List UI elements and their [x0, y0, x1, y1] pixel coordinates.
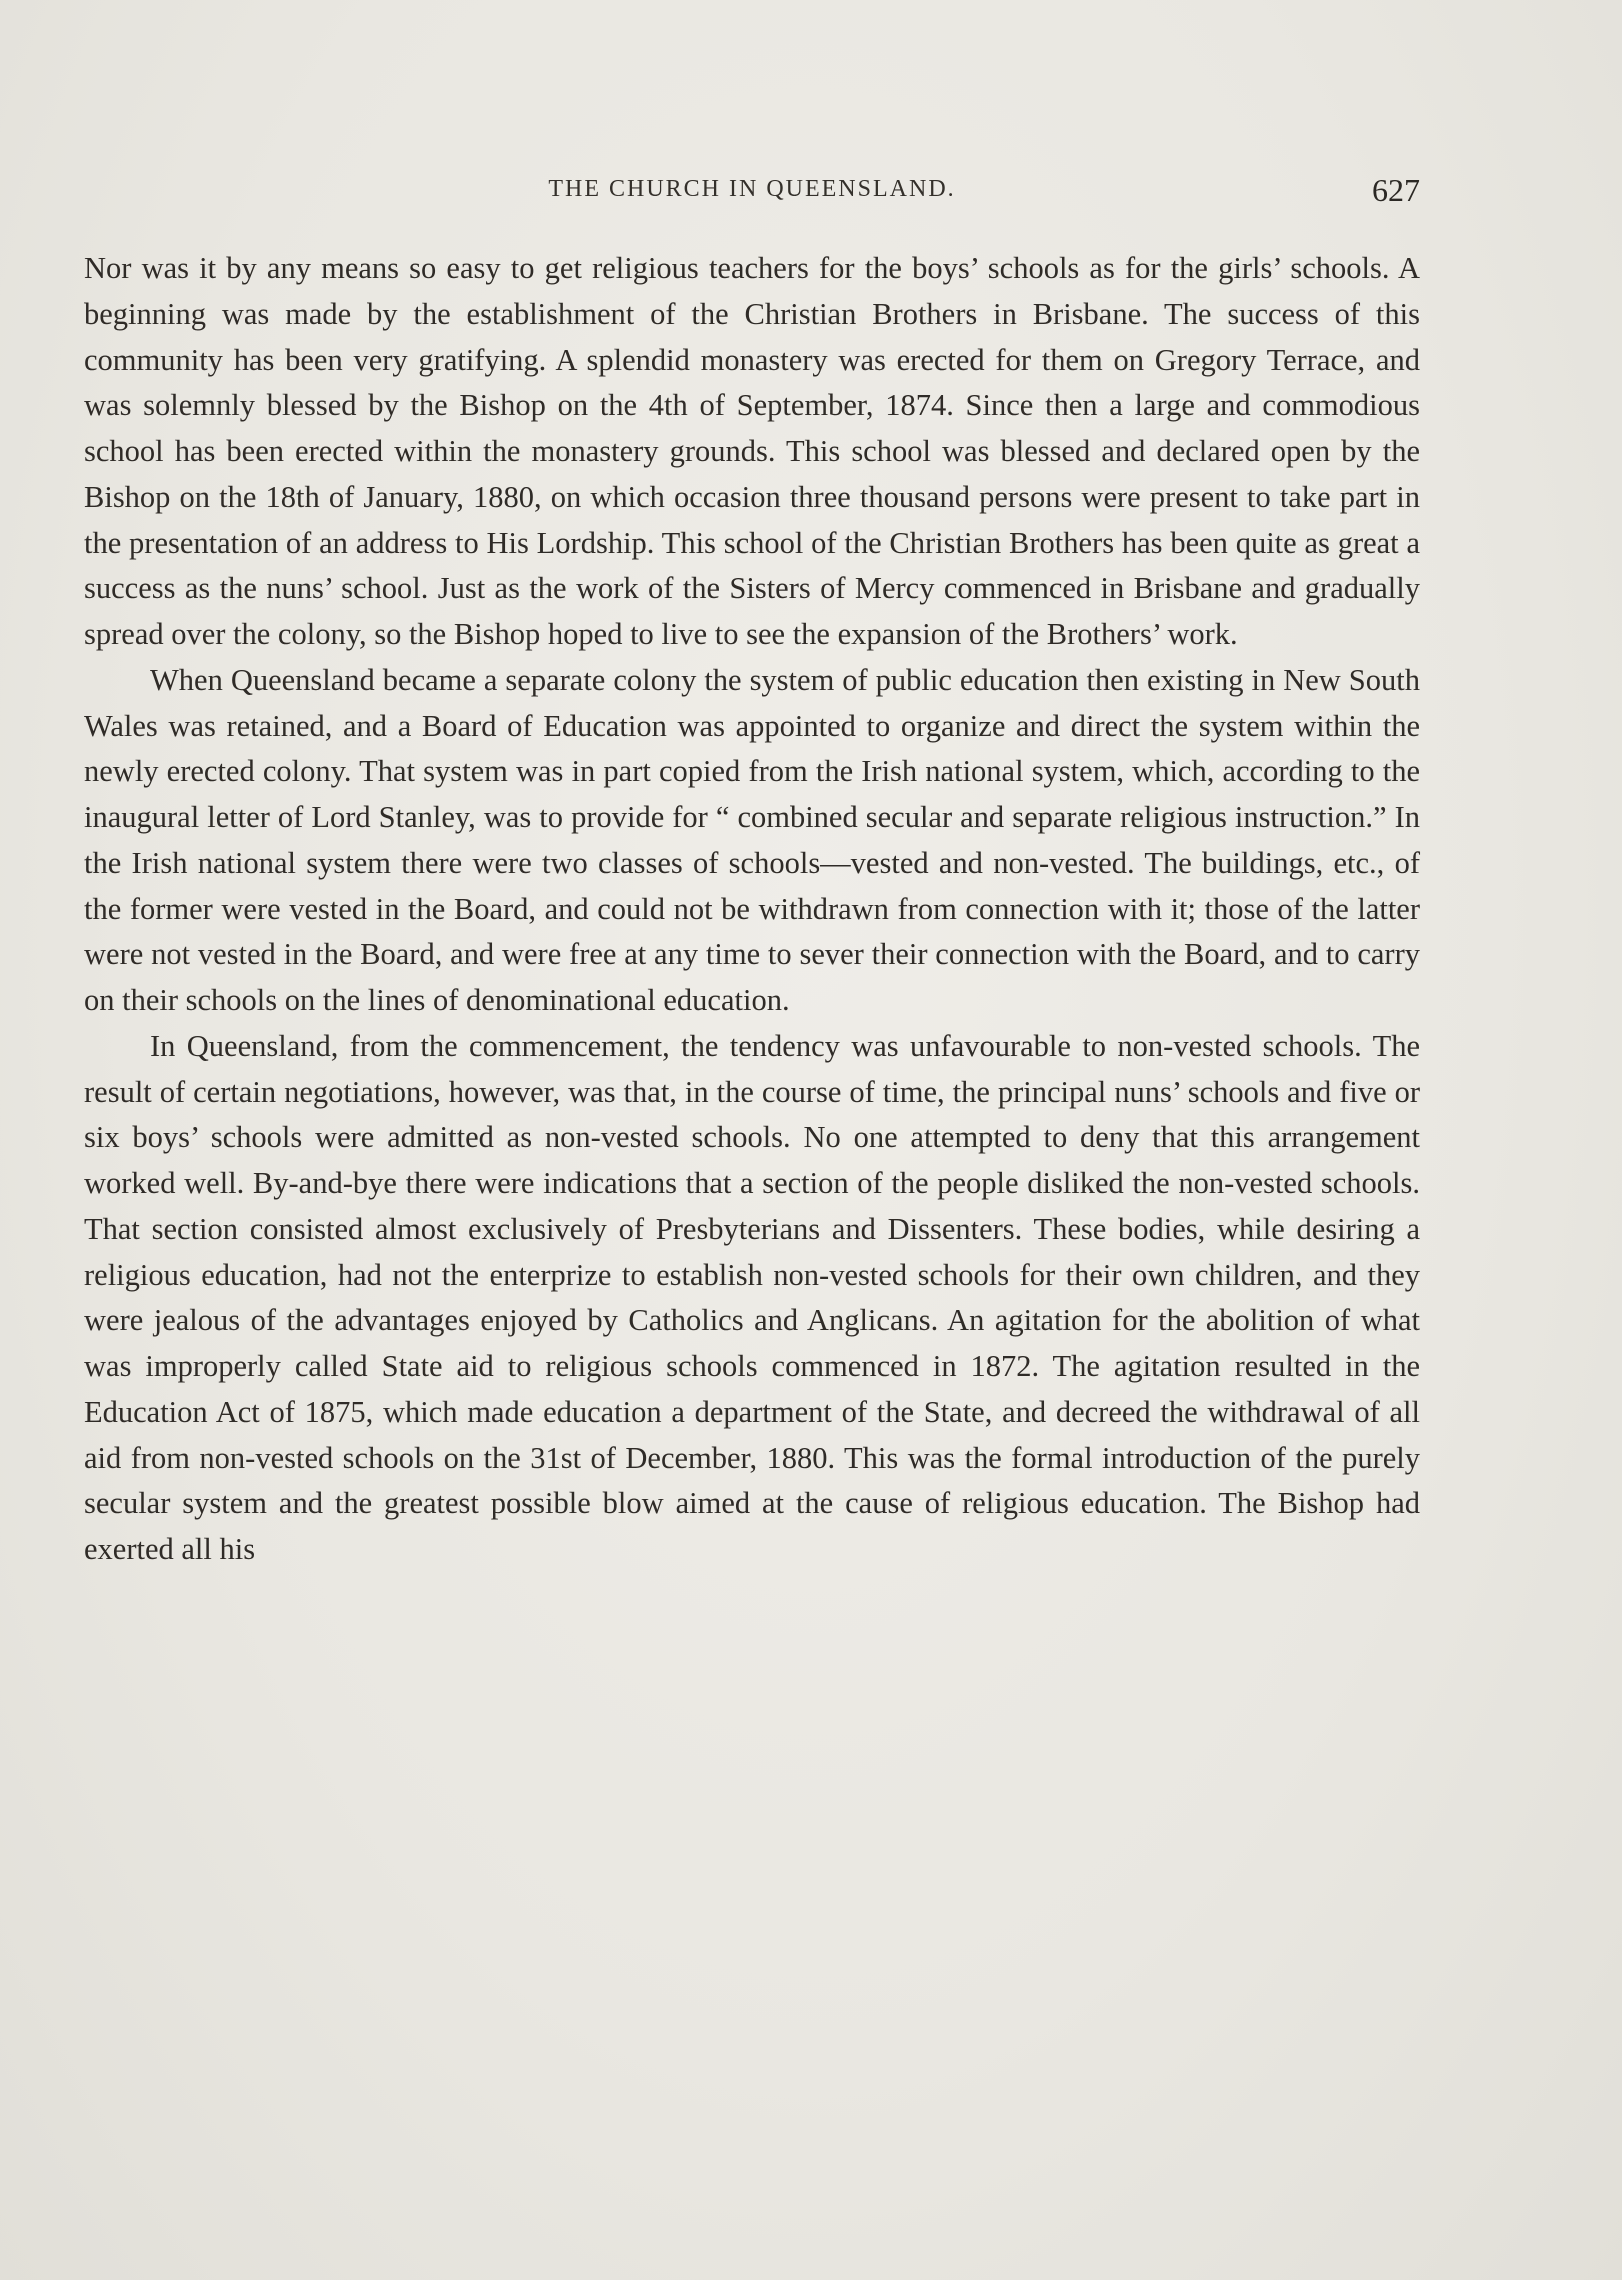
running-title: THE CHURCH IN QUEENSLAND. [548, 176, 956, 202]
paragraph-non-vested-schools: In Queensland, from the commencement, the tendency was unfavourable to non-vested schools. The result of certain negotiations, however, was that, in the course of time, the principal nuns’ schools and five or six boys’ schools were admitted as non-vested schools. No one attempted to deny that this arrangement worked well. By-and-bye there were indications that a section of the people disliked the non-vested schools. That section consisted almost exclusively of Presbyterians and Dissenters. These bodies, while desiring a religious education, had not the enterprize to establish non-vested schools for their own children, and they were jealous of the advantages enjoyed by Catholics and Anglicans. An agitation for the abolition of what was improperly called State aid to religious schools commenced in 1872. The agitation resulted in the Education Act of 1875, which made education a department of the State, and decreed the withdrawal of all aid from non-vested schools on the 31st of December, 1880. This was the formal introduction of the purely secular system and the greatest possible blow aimed at the cause of religious education. The Bishop had exerted all his [84, 1028, 1420, 1566]
body-text [84, 246, 1420, 1573]
paragraph-public-education: When Queensland became a separate colony the system of public education then existing in New South Wales was retained, and a Board of Education was appointed to organize and direct the system within the newly erected colony. That system was in part copied from the Irish national system, which, according to the inaugural letter of Lord Stanley, was to provide for “ combined secular and separate religious instruction.” In the Irish national system there were two classes of schools—vested and non-vested. The buildings, etc., of the former were vested in the Board, and could not be withdrawn from connection with it; those of the latter were not vested in the Board, and were free at any time to sever their connection with the Board, and to carry on their schools on the lines of denominational education. [84, 662, 1420, 1017]
running-head [84, 172, 1420, 212]
page-number: 627 [1372, 172, 1420, 208]
paragraph-brothers-schools: Nor was it by any means so easy to get religious teachers for the boys’ schools as for the girls’ schools. A beginning was made by the establishment of the Christian Brothers in Brisbane. The success of this community has been very gratifying. A splendid monastery was erected for them on Gregory Terrace, and was solemnly blessed by the Bishop on the 4th of September, 1874. Since then a large and commodious school has been erected within the monastery grounds. This school was blessed and declared open by the Bishop on the 18th of January, 1880, on which occasion three thousand persons were present to take part in the presentation of an address to His Lordship. This school of the Christian Brothers has been quite as great a success as the nuns’ school. Just as the work of the Sisters of Mercy commenced in Brisbane and gradually spread over the colony, so the Bishop hoped to live to see the expansion of the Brothers’ work. [84, 251, 1420, 651]
